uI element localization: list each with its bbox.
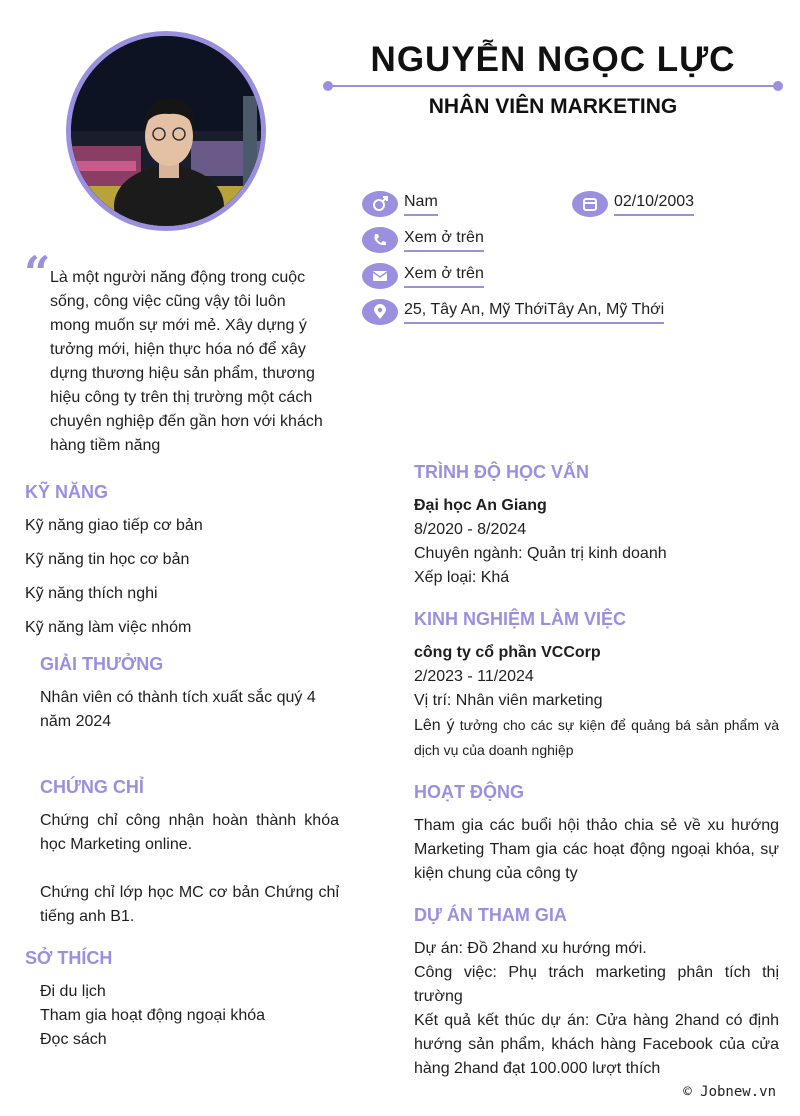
school-name: Đại học An Giang xyxy=(414,497,547,514)
awards-heading: GIẢI THƯỞNG xyxy=(40,654,164,674)
phone-value[interactable]: Xem ở trên xyxy=(404,228,484,252)
location-icon xyxy=(362,299,398,325)
education-heading: TRÌNH ĐỘ HỌC VẤN xyxy=(414,462,589,482)
experience-period: 2/2023 - 11/2024 xyxy=(414,668,534,685)
hobby-item: Đọc sách xyxy=(40,1031,107,1048)
hobbies-heading: SỞ THÍCH xyxy=(25,948,113,968)
divider-dot-right xyxy=(773,81,783,91)
skill-item: Kỹ năng giao tiếp cơ bản xyxy=(25,517,203,534)
address-value: 25, Tây An, Mỹ ThớiTây An, Mỹ Thới xyxy=(404,300,664,324)
gender-icon xyxy=(362,191,398,217)
description-lead: Lên ý xyxy=(414,717,455,734)
description-rest: tưởng cho các sự kiện để quảng bá sản phẩm và dịch vụ của doanh nghiệp xyxy=(414,717,780,758)
experience-description xyxy=(414,713,779,763)
hobby-item: Đi du lịch xyxy=(40,983,106,1000)
contact-phone xyxy=(362,227,484,253)
quote-icon: “ xyxy=(24,246,51,300)
candidate-name: NGUYỄN NGỌC LỰC xyxy=(370,40,736,79)
education-grade: Xếp loại: Khá xyxy=(414,569,510,586)
avatar xyxy=(66,31,266,231)
email-value[interactable]: Xem ở trên xyxy=(404,264,484,288)
job-title: NHÂN VIÊN MARKETING xyxy=(428,95,678,118)
contact-gender xyxy=(362,191,438,217)
education-period: 8/2020 - 8/2024 xyxy=(414,521,527,538)
skill-item: Kỹ năng thích nghi xyxy=(25,585,158,602)
footer-watermark: © Jobnew.vn xyxy=(683,1084,776,1100)
contact-dob xyxy=(572,191,694,217)
projects-heading: DỰ ÁN THAM GIA xyxy=(414,905,567,925)
certificate-item: Chứng chỉ lớp học MC cơ bản Chứng chỉ tiếng anh B1. xyxy=(40,884,339,925)
calendar-icon xyxy=(572,191,608,217)
hobby-item: Tham gia hoạt động ngoại khóa xyxy=(40,1007,266,1024)
email-icon xyxy=(362,263,398,289)
experience-position: Vị trí: Nhân viên marketing xyxy=(414,692,603,709)
divider-dot-left xyxy=(323,81,333,91)
project-result: Kết quả kết thúc dự án: Cửa hàng 2hand có định hướng sản phẩm, khách hàng Facebook của cửa hàng 2hand đạt 100.000 lượt thích xyxy=(414,1012,779,1077)
phone-icon xyxy=(362,227,398,253)
dob-value: 02/10/2003 xyxy=(614,192,694,216)
skill-item: Kỹ năng làm việc nhóm xyxy=(25,619,192,636)
gender-value: Nam xyxy=(404,192,438,216)
award-item: Nhân viên có thành tích xuất sắc quý 4 năm 2024 xyxy=(40,689,316,730)
activities-text: Tham gia các buổi hội thảo chia sẻ về xu hướng Marketing Tham gia các hoạt động ngoại khóa, sự kiện chung của công ty xyxy=(414,817,779,882)
certificates-heading: CHỨNG CHỈ xyxy=(40,777,144,797)
contact-address xyxy=(362,299,664,325)
experience-heading: KINH NGHIỆM LÀM VIỆC xyxy=(414,609,627,629)
activities-heading: HOẠT ĐỘNG xyxy=(414,782,524,802)
skill-item: Kỹ năng tin học cơ bản xyxy=(25,551,190,568)
contact-email xyxy=(362,263,484,289)
education-major: Chuyên ngành: Quản trị kinh doanh xyxy=(414,545,667,562)
project-job: Công việc: Phụ trách marketing phân tích thị trường xyxy=(414,964,779,1005)
career-objective: Là một người năng động trong cuộc sống, công việc cũng vậy tôi luôn mong muốn sự mới mẻ. Xây dựng ý tưởng mới, hiện thực hóa nó để xây dựng thương hiệu sản phẩm, thương hiệu công ty trên thị trường một cách chuyên nghiệp đến gần hơn với khách hàng tiềm năng xyxy=(50,269,323,454)
title-divider xyxy=(327,85,779,87)
company-name: công ty cổ phần VCCorp xyxy=(414,644,601,661)
certificate-item: Chứng chỉ công nhận hoàn thành khóa học Marketing online. xyxy=(40,812,339,853)
project-name: Dự án: Đồ 2hand xu hướng mới. xyxy=(414,940,647,957)
skills-heading: KỸ NĂNG xyxy=(25,482,109,502)
